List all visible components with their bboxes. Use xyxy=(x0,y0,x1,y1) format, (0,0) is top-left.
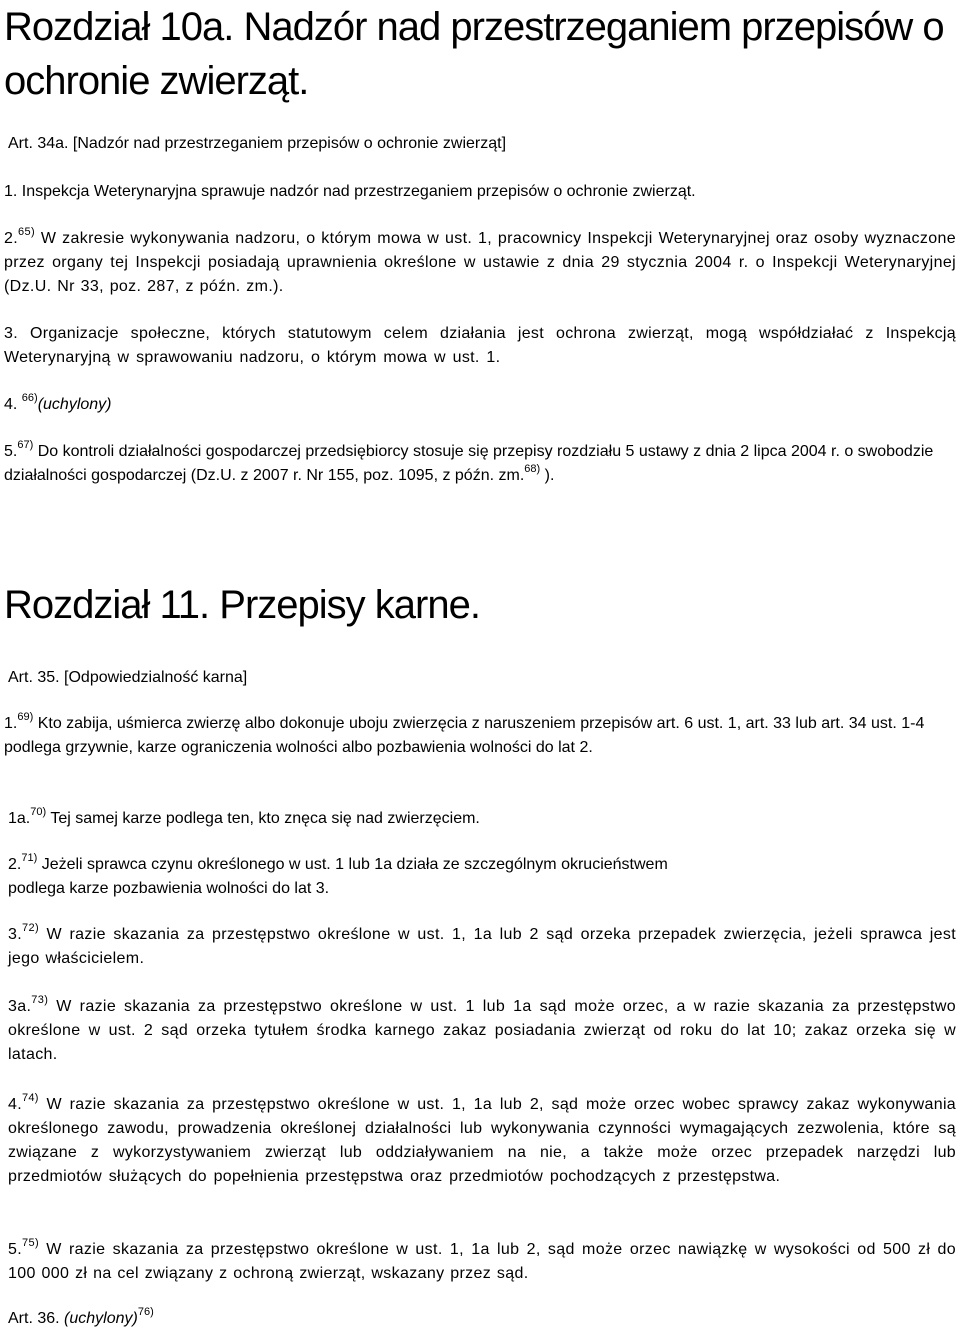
paragraph-text: W razie skazania za przestępstwo określone w ust. 1, 1a lub 2 sąd orzeka przepadek zwierzęcia, jeżeli sprawca jest jego właścicielem. xyxy=(8,926,956,967)
art35-paragraph-2 xyxy=(8,853,960,901)
footnote-ref: 67) xyxy=(17,438,34,451)
art35-paragraph-1a xyxy=(8,807,960,831)
paragraph-text: W razie skazania za przestępstwo określone w ust. 1, 1a lub 2, sąd może orzec wobec sprawcy zakaz wykonywania określonego zawodu, prowadzenia określonej działalności lub wykonywania czynności wymagających zezwolenia, które są związane z wykorzystywaniem zwierząt lub oddziaływaniem na nie, a także może orzec przepadek narzędzi lub przedmiotów służących do popełnienia przestępstwa oraz przedmiotów pochodzących z przestępstwa. xyxy=(8,1096,956,1185)
art34a-paragraph-1: 1. Inspekcja Weterynaryjna sprawuje nadzór nad przestrzeganiem przepisów o ochronie zwierząt. xyxy=(4,183,696,200)
paragraph-number: 1a. xyxy=(8,810,31,827)
paragraph-number: 3a. xyxy=(8,998,32,1015)
art34a-paragraph-3: 3. Organizacje społeczne, których statutowym celem działania jest ochrona zwierząt, mogą współdziałać z Inspekcją Weterynaryjną w sprawowaniu nadzoru, o którym mowa w ust. 1. xyxy=(4,325,956,366)
repealed-text: (uchylony) xyxy=(64,1310,138,1327)
paragraph-text: W razie skazania za przestępstwo określone w ust. 1, 1a lub 2, sąd może orzec nawiązkę w wysokości od 500 zł do 100 000 zł na cel związany z ochroną zwierząt, wskazany przez sąd. xyxy=(8,1241,956,1282)
footnote-ref: 74) xyxy=(21,1091,39,1104)
footnote-ref: 69) xyxy=(17,710,34,723)
paragraph-number: 1. xyxy=(4,715,18,732)
paragraph-text: Tej samej karze podlega ten, kto znęca się nad zwierzęciem. xyxy=(46,810,480,827)
footnote-ref: 71) xyxy=(21,851,38,864)
footnote-ref: 76) xyxy=(137,1305,154,1318)
paragraph-number: 4. xyxy=(8,1096,22,1113)
paragraph-text: W zakresie wykonywania nadzoru, o którym mowa w ust. 1, pracownicy Inspekcji Weterynaryjnej oraz osoby wyznaczone przez organy tej Inspekcji posiadają uprawnienia określone w ustawie z dnia 29 stycznia 2004 r. o Inspekcji Weterynaryjnej (Dz.U. Nr 33, poz. 287, z późn. zm.). xyxy=(4,230,956,295)
art35-paragraph-5 xyxy=(8,1238,956,1286)
article-36 xyxy=(8,1307,960,1331)
paragraph-number: 2. xyxy=(4,230,19,247)
footnote-ref: 65) xyxy=(18,225,35,238)
article-35-heading: Art. 35. [Odpowiedzialność karna] xyxy=(8,669,248,686)
paragraph-number: 5. xyxy=(4,443,18,460)
chapter-10a-title: Rozdział 10a. Nadzór nad przestrzeganiem przepisów o ochronie zwierząt. xyxy=(4,5,944,103)
footnote-ref: 73) xyxy=(31,993,49,1006)
paragraph-number: 2. xyxy=(8,856,22,873)
paragraph-number: 3. xyxy=(8,926,23,943)
art34a-paragraph-2 xyxy=(4,227,956,299)
art34a-paragraph-5 xyxy=(4,440,956,488)
footnote-ref: 70) xyxy=(30,805,47,818)
art35-paragraph-4 xyxy=(8,1093,956,1189)
article-label: Art. 36. xyxy=(8,1310,65,1327)
footnote-ref: 66) xyxy=(21,391,38,404)
art34a-paragraph-4 xyxy=(4,393,956,417)
art35-paragraph-3a xyxy=(8,995,956,1067)
paragraph-continuation: podlega grzywnie, karze ograniczenia wolności albo pozbawienia wolności do lat 2. xyxy=(4,739,593,756)
paragraph-text: Kto zabija, uśmierca zwierzę albo dokonuje uboju zwierzęcia z naruszeniem przepisów art. 6 ust. 1, art. 33 lub art. 34 ust. 1-4 xyxy=(33,715,925,732)
footnote-ref: 68) xyxy=(524,462,541,475)
paragraph-text: Jeżeli sprawca czynu określonego w ust. 1 lub 1a działa ze szczególnym okrucieństwem xyxy=(37,856,668,873)
footnote-ref: 72) xyxy=(22,921,39,934)
paragraph-tail: ). xyxy=(540,467,555,484)
paragraph-text: Do kontroli działalności gospodarczej przedsiębiorcy stosuje się przepisy rozdziału 5 ustawy z dnia 2 lipca 2004 r. o swobodzie działalności gospodarczej (Dz.U. z 2007 r. Nr 155, poz. 1095, z późn. zm. xyxy=(4,443,934,484)
paragraph-text: W razie skazania za przestępstwo określone w ust. 1 lub 1a sąd może orzec, a w razie skazania za przestępstwo określone w ust. 2 sąd orzeka tytułem środka karnego zakaz posiadania zwierząt od roku do lat 10; zakaz orzeka się w latach. xyxy=(8,998,956,1063)
article-34a-heading: Art. 34a. [Nadzór nad przestrzeganiem przepisów o ochronie zwierząt] xyxy=(8,135,507,152)
repealed-text: (uchylony) xyxy=(37,396,112,413)
paragraph-continuation: podlega karze pozbawienia wolności do lat 3. xyxy=(8,880,330,897)
paragraph-number: 5. xyxy=(8,1241,23,1258)
paragraph-number: 4. xyxy=(4,396,22,413)
footnote-ref: 75) xyxy=(22,1236,39,1249)
art35-paragraph-1 xyxy=(4,712,956,760)
art35-paragraph-3 xyxy=(8,923,956,971)
chapter-11-title: Rozdział 11. Przepisy karne. xyxy=(4,583,480,627)
